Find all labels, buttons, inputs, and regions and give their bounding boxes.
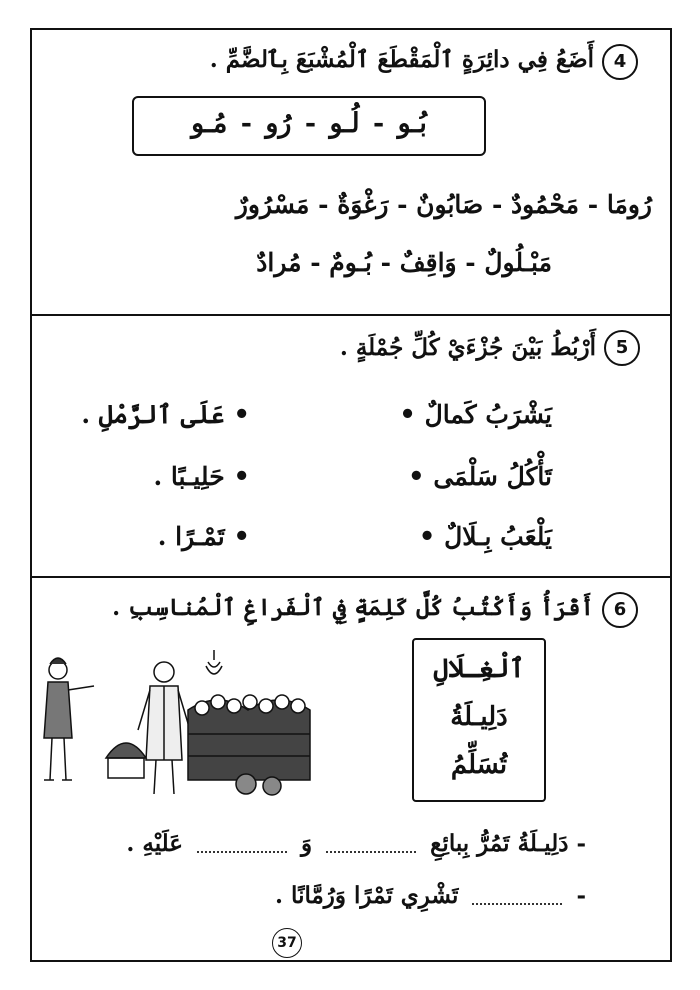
- section-divider: [32, 314, 670, 316]
- word-bank-item: دَلِيـلَةُ: [450, 702, 508, 732]
- sentence-1-end: عَلَيْهِ .: [126, 830, 183, 857]
- syllable-box: [132, 96, 486, 156]
- blank-1[interactable]: [326, 837, 416, 853]
- match-left-text: عَلَى ٱلرَّمْلِ .: [81, 400, 225, 429]
- fill-sentence-1: [126, 830, 586, 857]
- sentence-1-start: - دَلِيـلَةُ تَمُرُّ بِبائِعِ: [430, 830, 586, 857]
- match-right-1: [399, 400, 552, 430]
- match-dot: •: [399, 400, 416, 430]
- match-left-text: حَلِيـبًا .: [153, 462, 225, 491]
- match-right-3: [419, 522, 552, 552]
- section-divider: [32, 576, 670, 578]
- word-bank-box: [412, 638, 546, 802]
- match-dot: •: [233, 522, 250, 552]
- match-left-3: [158, 522, 250, 552]
- blank-3[interactable]: [472, 889, 562, 905]
- page-number: 37: [272, 928, 302, 958]
- market-illustration: [32, 650, 322, 800]
- match-left-2: [153, 462, 250, 492]
- exercise-6-instruction: أَقْرَأُ وَأَكْتُبُ كُلَّ كَلِمَةٍ فِي ٱلْفَراغِ ٱلْمُناسِبِ .: [112, 594, 594, 621]
- match-right-text: تَأْكُلُ سَلْمَى: [433, 462, 552, 491]
- exercise-4-words-line-1: رُومَا - مَحْمُودٌ - صَابُونٌ - رَغْوَةٌ - مَسْرُورٌ: [235, 190, 652, 219]
- match-dot: •: [418, 522, 436, 552]
- worksheet-page: [30, 28, 672, 962]
- sentence-2-end: تَشْرِي تَمْرًا وَرُمَّانًا .: [275, 882, 459, 909]
- exercise-5-number: 5: [604, 330, 640, 366]
- fill-sentence-2: [275, 882, 586, 909]
- word-bank-item: تُسَلِّمُ: [450, 750, 508, 780]
- word-bank-item: ٱلْغِـلَالِ: [433, 654, 525, 684]
- blank-2[interactable]: [197, 837, 287, 853]
- exercise-4-number: 4: [602, 44, 638, 80]
- match-right-text: يَلْعَبُ بِـلَالٌ: [444, 522, 552, 551]
- match-dot: •: [408, 462, 425, 492]
- exercise-6-number: 6: [602, 592, 638, 628]
- match-left-1: [81, 400, 250, 430]
- sentence-2-dash: -: [576, 882, 586, 909]
- exercise-4-words-line-2: مَبْـلُولٌ - وَاقِفٌ - بُـومٌ - مُرادٌ: [256, 248, 552, 277]
- exercise-4-instruction: أَضَعُ فِي دائِرَةٍ ٱلْمَقْطَعَ ٱلْمُشْبَعَ بِٱلضَّمِّ .: [209, 46, 594, 73]
- match-dot: •: [233, 400, 250, 430]
- syllable-list: بُـو - لُـو - رُو - مُـو: [191, 108, 427, 139]
- exercise-5-instruction: أَرْبُطُ بَيْنَ جُزْءَيْ كُلِّ جُمْلَةٍ .: [339, 334, 596, 361]
- match-right-2: [408, 462, 552, 492]
- match-right-text: يَشْرَبُ كَمالٌ: [424, 400, 552, 429]
- match-left-text: تَمْـرًا .: [157, 522, 225, 551]
- sentence-1-conj: وَ: [301, 830, 313, 857]
- match-dot: •: [233, 462, 250, 492]
